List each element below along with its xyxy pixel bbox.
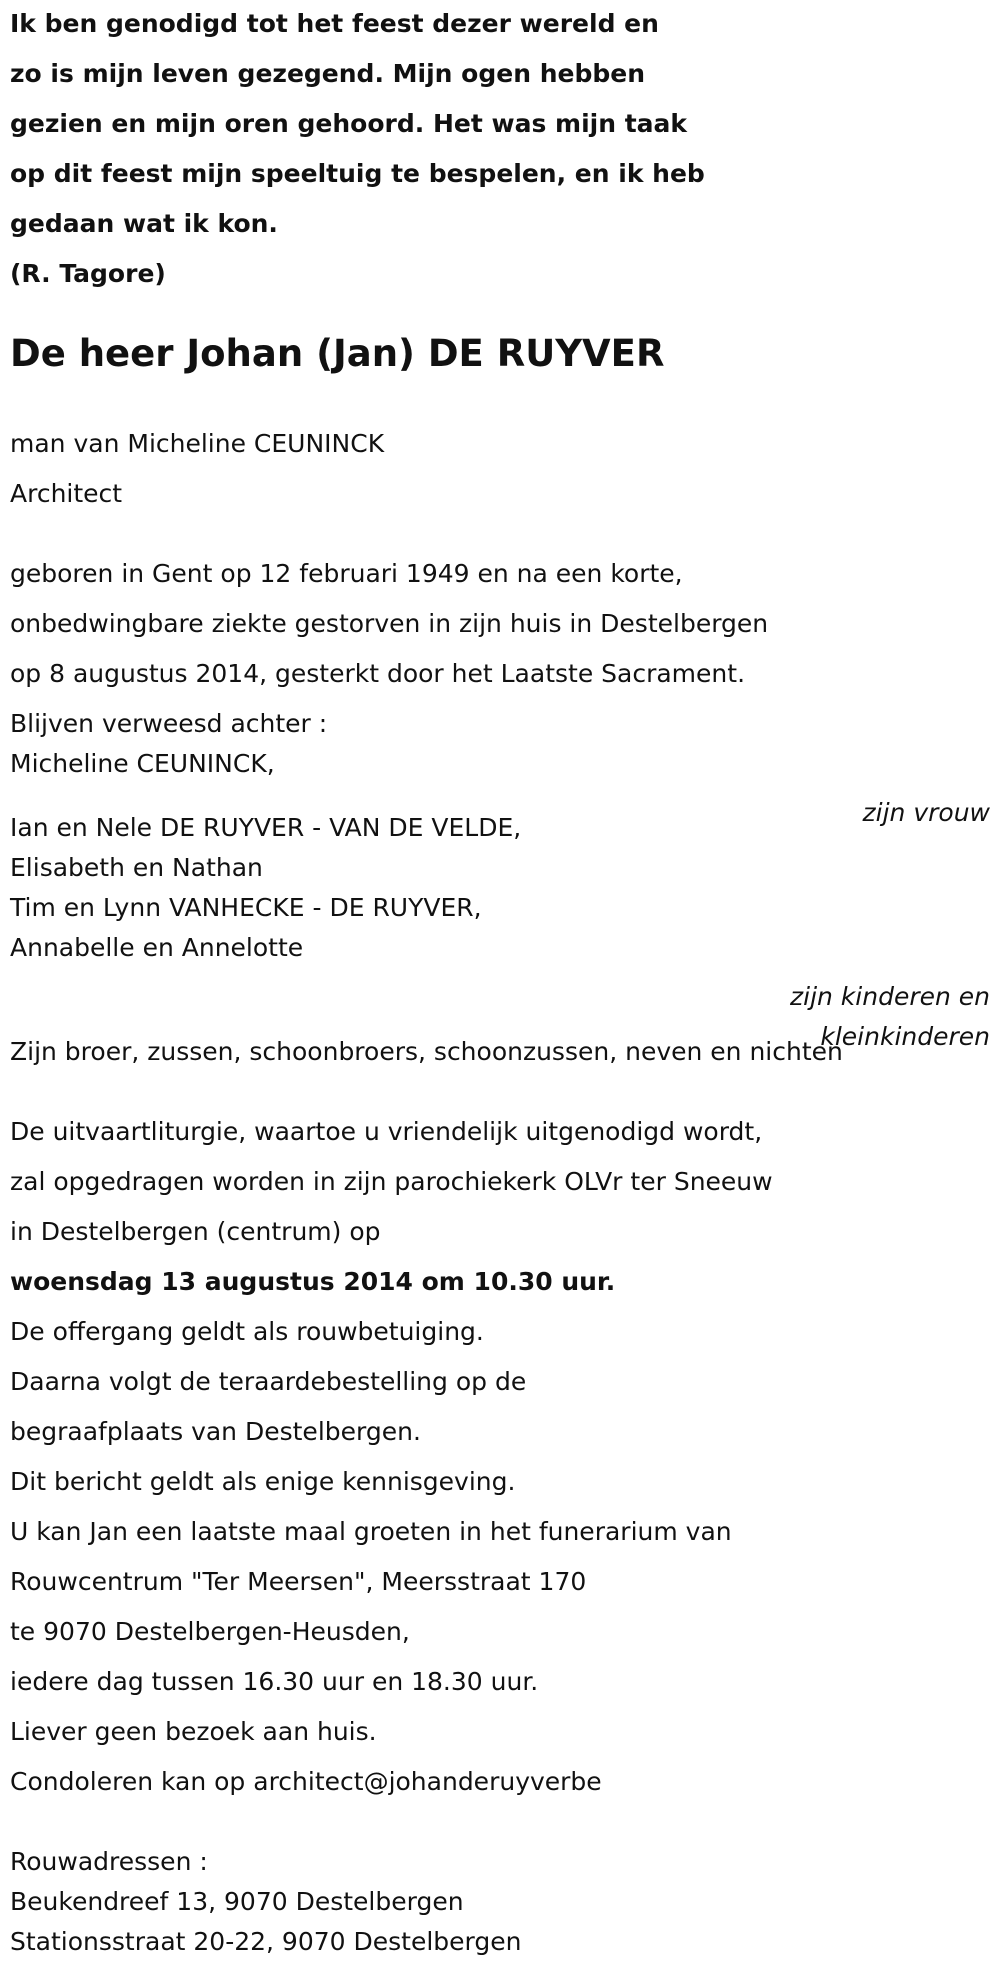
birth-death-line: op 8 augustus 2014, gesterkt door het Laatste Sacrament. (10, 659, 746, 688)
bereaved-family: Zijn broer, zussen, schoonbroers, schoonzussen, neven en nichten (10, 1037, 843, 1066)
bereaved-grandchildren: Elisabeth en Nathan (10, 853, 263, 882)
funeral-line: De uitvaartliturgie, waartoe u vriendelijk uitgenodigd wordt, (10, 1117, 763, 1146)
funeral-line: in Destelbergen (centrum) op (10, 1217, 381, 1246)
bereaved-grandchildren: Annabelle en Annelotte (10, 933, 304, 962)
funeral-line: Rouwcentrum "Ter Meersen", Meersstraat 170 (10, 1567, 587, 1596)
poem-line: gezien en mijn oren gehoord. Het was mijn taak (10, 109, 688, 138)
birth-death-line: geboren in Gent op 12 februari 1949 en na een korte, (10, 559, 683, 588)
children-label: zijn kinderen en (790, 982, 990, 1011)
deceased-name: De heer Johan (Jan) DE RUYVER (10, 332, 665, 375)
poem-line: Ik ben genodigd tot het feest dezer wereld en (10, 9, 659, 38)
funeral-line: U kan Jan een laatste maal groeten in het funerarium van (10, 1517, 732, 1546)
address-line: Stationsstraat 20-22, 9070 Destelbergen (10, 1927, 522, 1956)
addresses-intro: Rouwadressen : (10, 1847, 208, 1876)
condolence-line: Condoleren kan op architect@johanderuyverbe (10, 1767, 602, 1796)
funeral-line: te 9070 Destelbergen-Heusden, (10, 1617, 410, 1646)
poem-attribution: (R. Tagore) (10, 259, 166, 288)
bereaved-wife: Micheline CEUNINCK, (10, 749, 275, 778)
funeral-date: woensdag 13 augustus 2014 om 10.30 uur. (10, 1267, 616, 1296)
funeral-line: begraafplaats van Destelbergen. (10, 1417, 421, 1446)
poem-line: gedaan wat ik kon. (10, 209, 278, 238)
wife-label: zijn vrouw (862, 798, 990, 827)
spouse-line: man van Micheline CEUNINCK (10, 429, 385, 458)
address-line: Beukendreef 13, 9070 Destelbergen (10, 1887, 464, 1916)
funeral-line: Dit bericht geldt als enige kennisgeving. (10, 1467, 516, 1496)
poem-line: zo is mijn leven gezegend. Mijn ogen hebben (10, 59, 645, 88)
bereaved-child: Tim en Lynn VANHECKE - DE RUYVER, (10, 893, 482, 922)
grandchildren-label: kleinkinderen (820, 1022, 990, 1051)
funeral-line: De offergang geldt als rouwbetuiging. (10, 1317, 484, 1346)
bereaved-intro: Blijven verweesd achter : (10, 709, 328, 738)
bereaved-child: Ian en Nele DE RUYVER - VAN DE VELDE, (10, 813, 522, 842)
profession: Architect (10, 479, 123, 508)
funeral-line: zal opgedragen worden in zijn parochiekerk OLVr ter Sneeuw (10, 1167, 773, 1196)
funeral-line: iedere dag tussen 16.30 uur en 18.30 uur. (10, 1667, 539, 1696)
funeral-line: Liever geen bezoek aan huis. (10, 1717, 377, 1746)
poem-line: op dit feest mijn speeltuig te bespelen, en ik heb (10, 159, 705, 188)
birth-death-line: onbedwingbare ziekte gestorven in zijn huis in Destelbergen (10, 609, 769, 638)
funeral-line: Daarna volgt de teraardebestelling op de (10, 1367, 527, 1396)
